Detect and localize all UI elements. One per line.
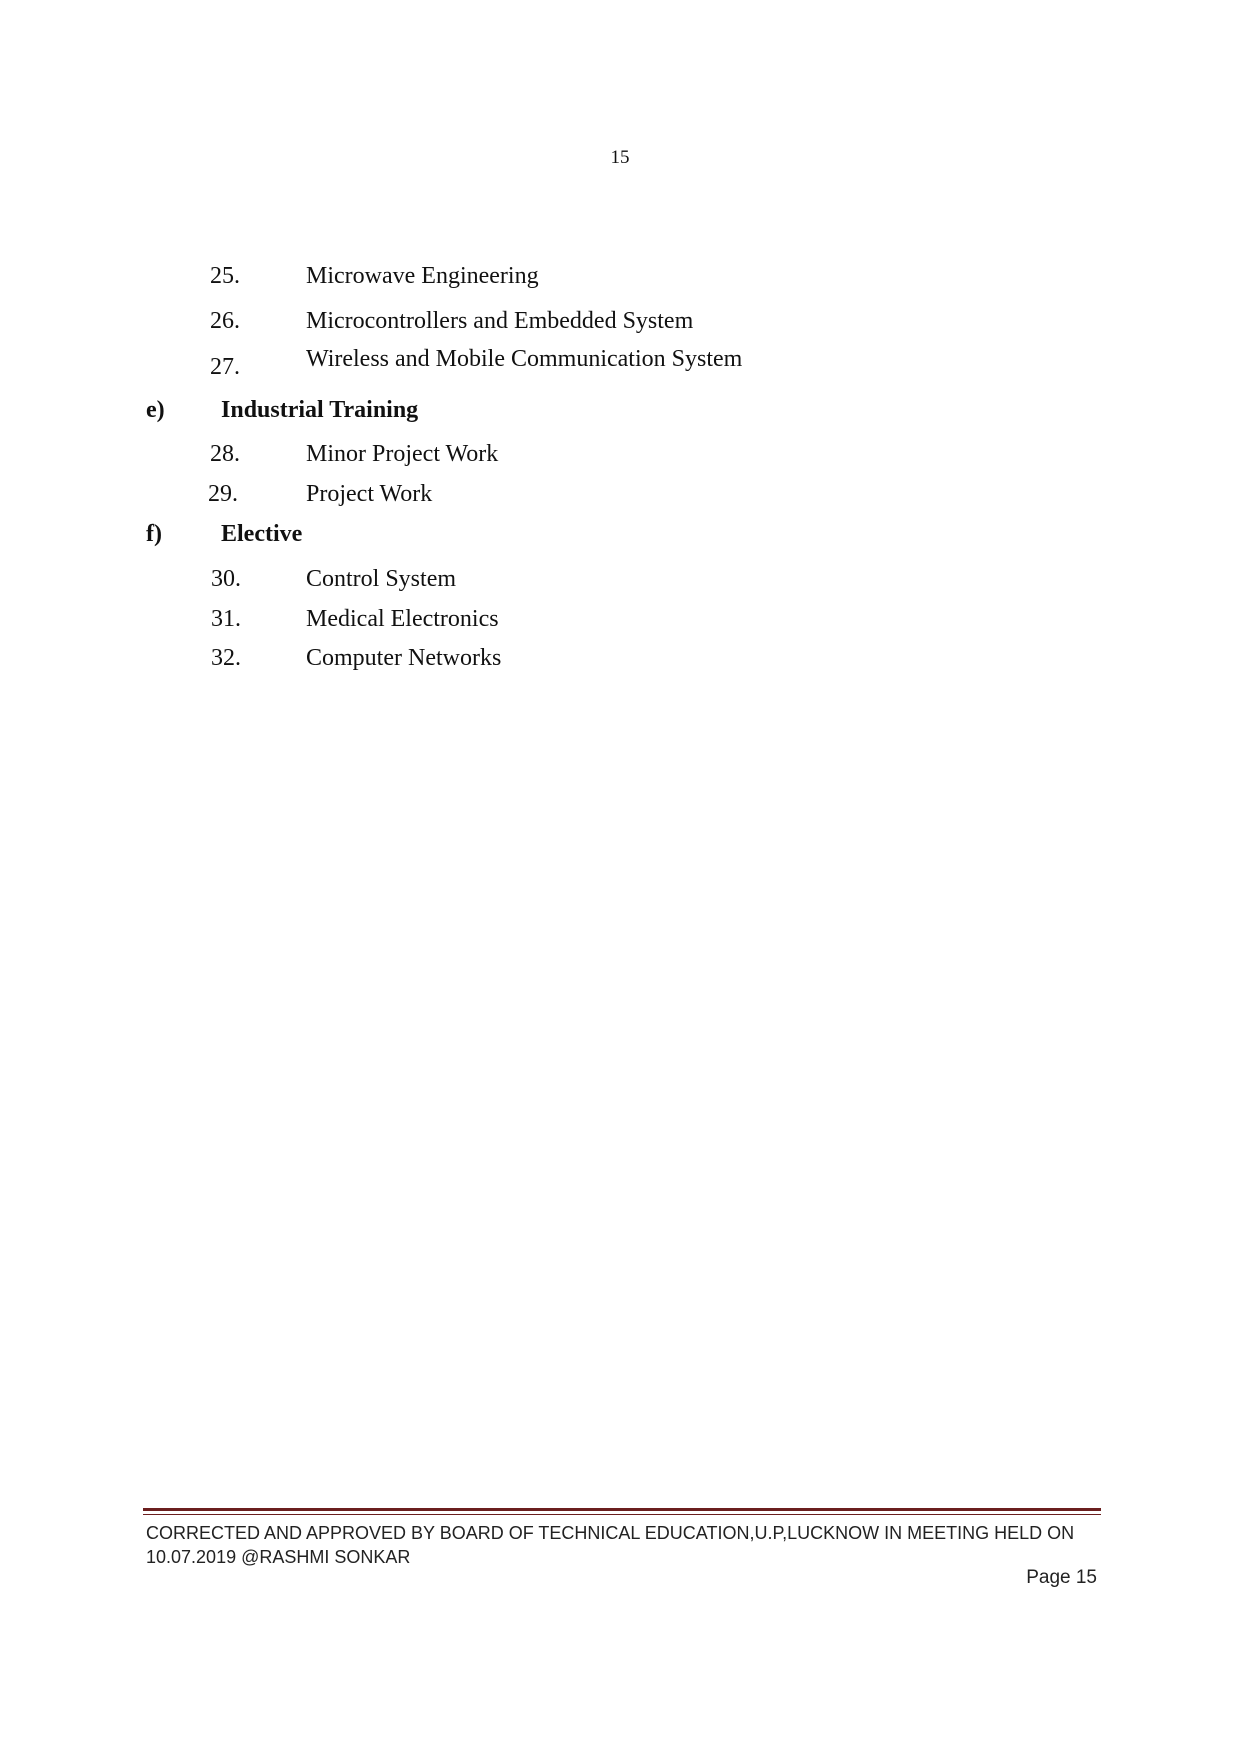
page-number-top: 15 — [610, 147, 630, 168]
item-number: 30. — [211, 566, 241, 592]
item-number: 32. — [211, 645, 241, 671]
footer-line-2: 10.07.2019 @RASHMI SONKAR — [146, 1547, 411, 1567]
footer-line-1: CORRECTED AND APPROVED BY BOARD OF TECHNICAL EDUCATION,U.P,LUCKNOW IN MEETING HELD ON — [146, 1523, 1075, 1543]
item-number: 28. — [210, 441, 240, 467]
item-number: 27. — [210, 354, 240, 380]
item-number: 31. — [211, 606, 241, 632]
section-letter: e) — [146, 397, 165, 423]
item-label: Microwave Engineering — [306, 263, 539, 289]
item-label: Minor Project Work — [306, 441, 499, 467]
section-letter: f) — [146, 521, 162, 547]
item-label: Project Work — [306, 481, 433, 507]
item-number: 25. — [210, 263, 240, 289]
item-label: Computer Networks — [306, 645, 502, 671]
section-title: Industrial Training — [221, 397, 419, 423]
item-number: 26. — [210, 308, 240, 334]
section-title: Elective — [221, 521, 303, 547]
item-label: Control System — [306, 566, 457, 592]
footer-page-label: Page 15 — [1026, 1567, 1097, 1588]
footer-divider — [143, 1508, 1101, 1515]
item-number: 29. — [208, 481, 238, 507]
item-label: Microcontrollers and Embedded System — [306, 308, 694, 334]
item-label: Medical Electronics — [306, 606, 499, 632]
footer-approval-note — [146, 1521, 1106, 1569]
item-label: Wireless and Mobile Communication System — [306, 346, 743, 372]
